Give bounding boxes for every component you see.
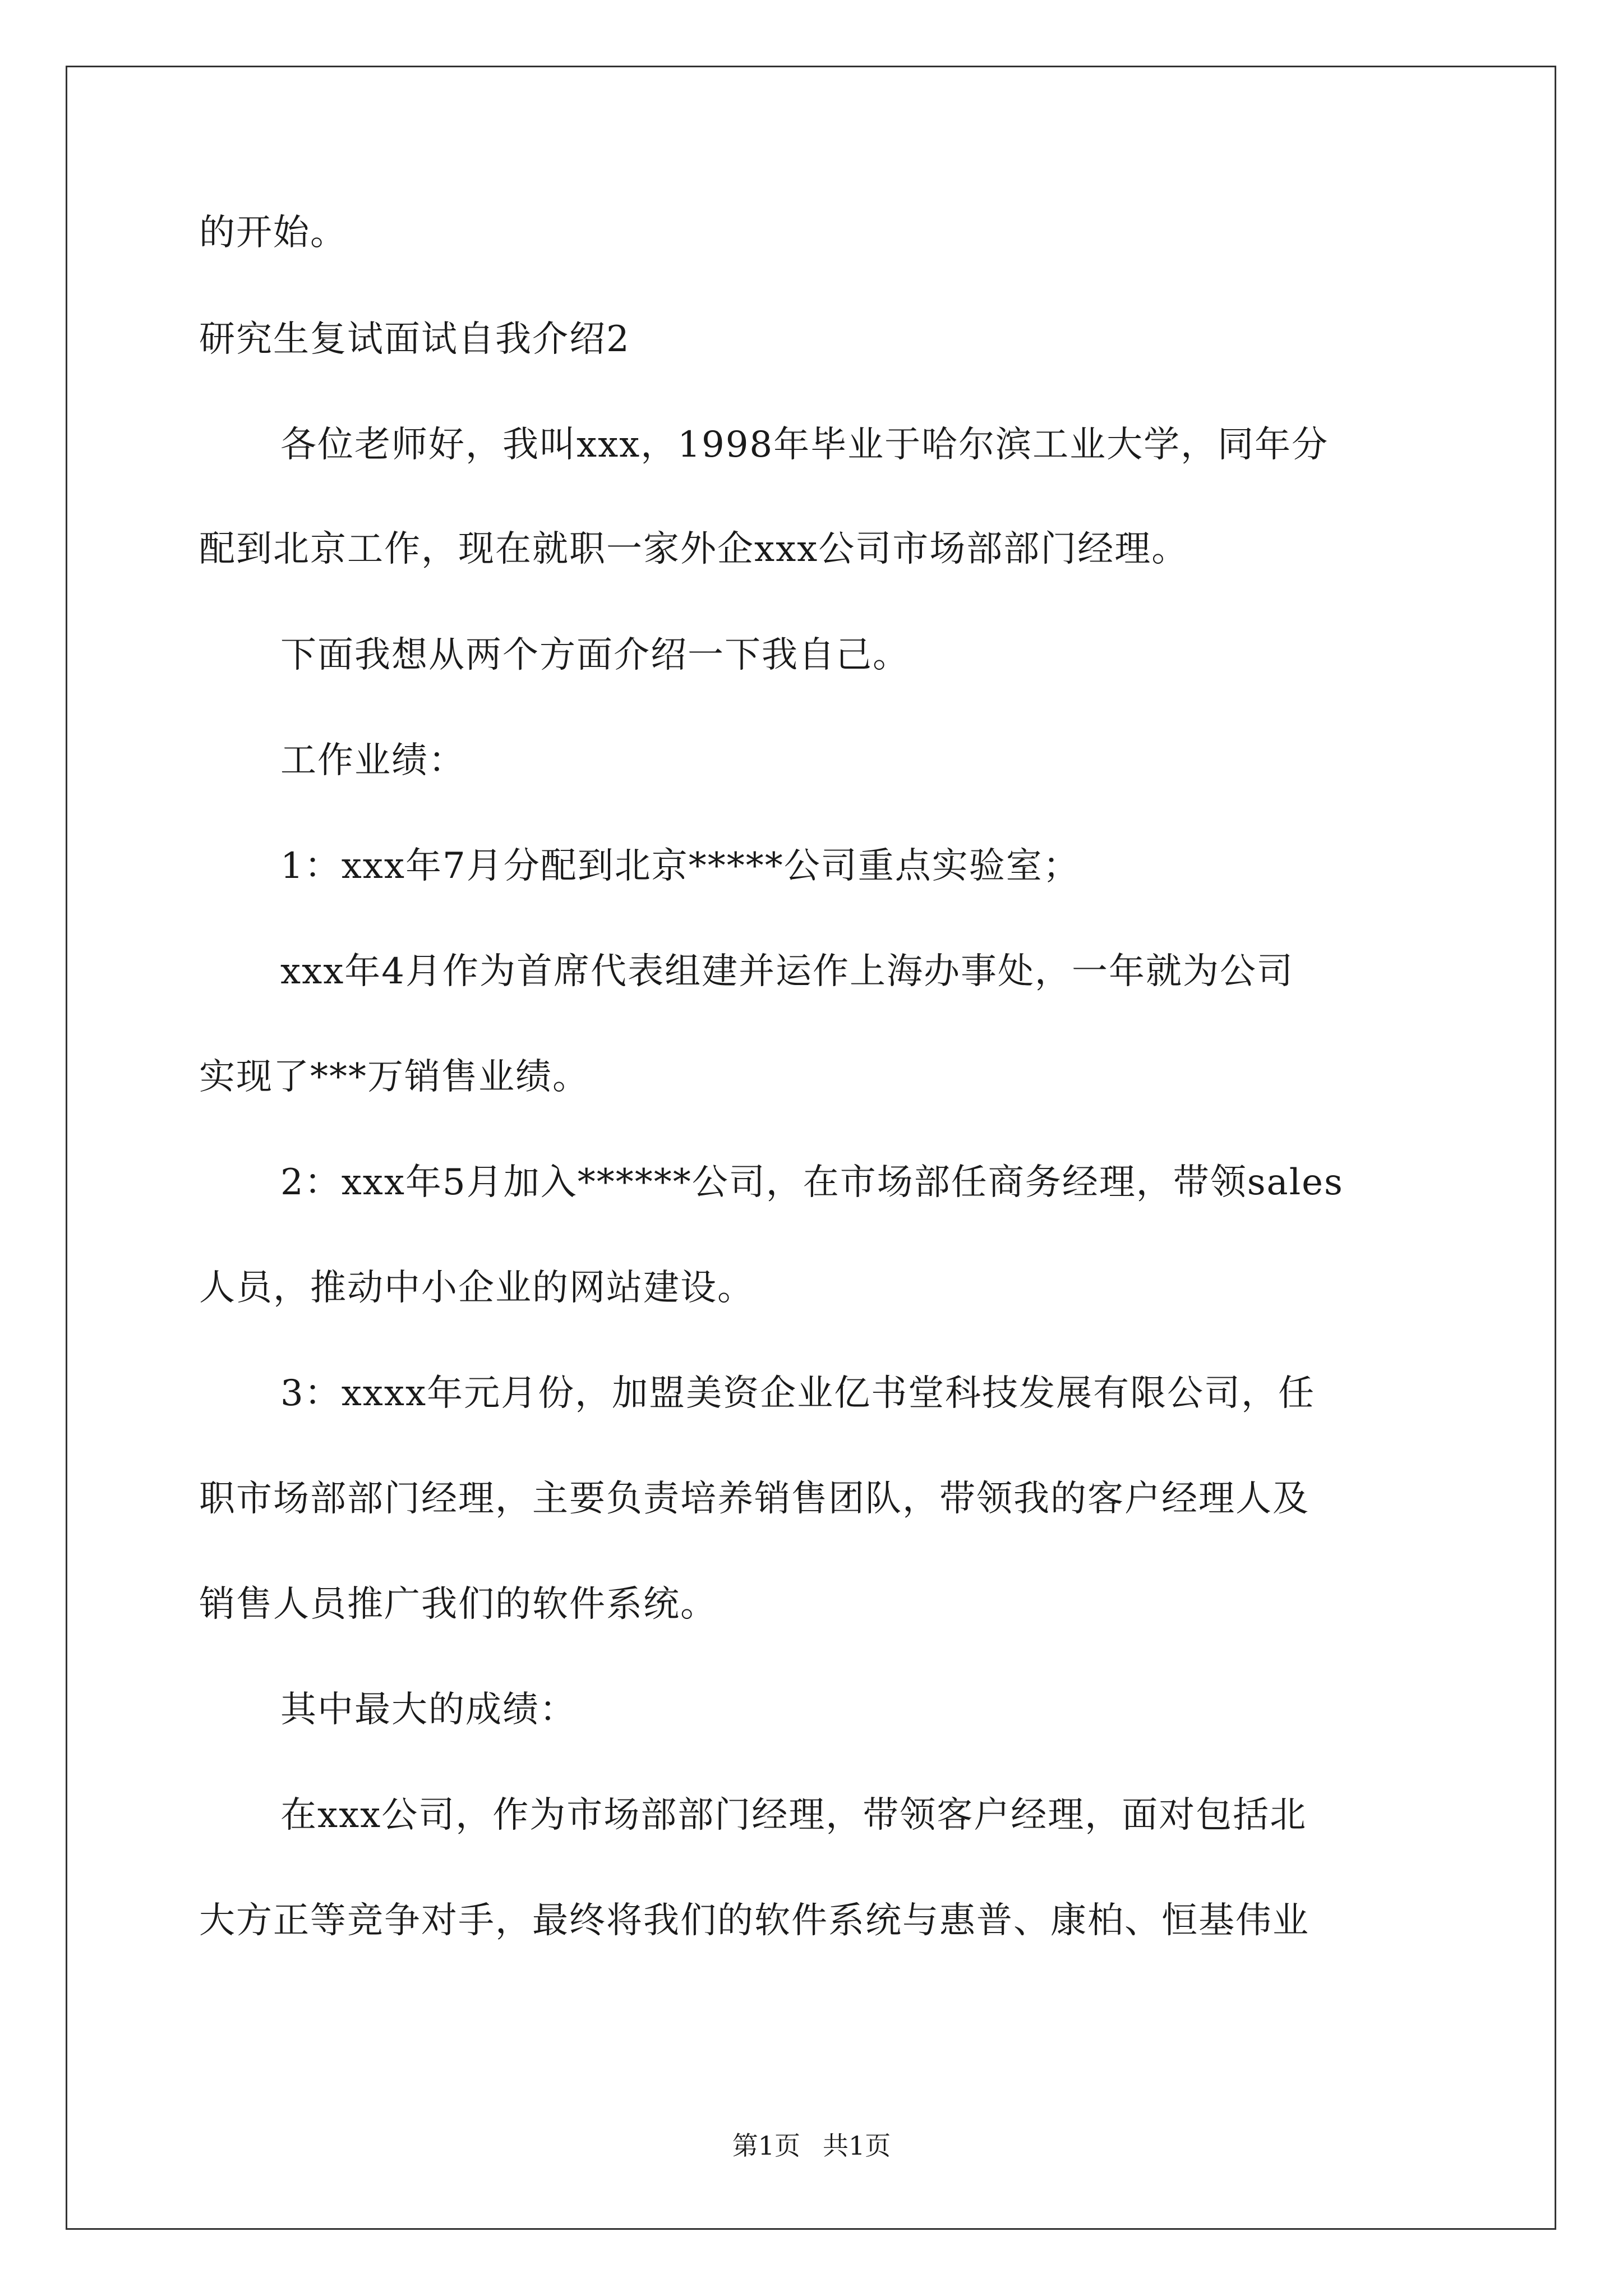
page-footer xyxy=(0,2129,1623,2162)
page-number-total: 共1页 xyxy=(823,2131,891,2161)
body-line: 3：xxxx年元月份，加盟美资企业亿书堂科技发展有限公司，任 xyxy=(280,1373,1316,1414)
body-line: 下面我想从两个方面介绍一下我自己。 xyxy=(280,634,910,676)
body-line: 配到北京工作，现在就职一家外企xxx公司市场部部门经理。 xyxy=(199,528,1189,570)
section-heading: 研究生复试面试自我介绍2 xyxy=(199,319,630,360)
body-line: 销售人员推广我们的软件系统。 xyxy=(199,1584,717,1625)
body-line: 的开始。 xyxy=(199,212,347,254)
body-line: xxx年4月作为首席代表组建并运作上海办事处，一年就为公司 xyxy=(280,951,1294,992)
body-line: 实现了***万销售业绩。 xyxy=(199,1056,589,1098)
body-line: 2：xxx年5月加入******公司，在市场部任商务经理，带领sales xyxy=(280,1162,1344,1203)
body-line: 工作业绩： xyxy=(280,740,465,781)
body-line: 大方正等竞争对手，最终将我们的软件系统与惠普、康柏、恒基伟业 xyxy=(199,1900,1310,1941)
body-line: 职市场部部门经理，主要负责培养销售团队，带领我的客户经理人及 xyxy=(199,1478,1310,1520)
body-line: 其中最大的成绩： xyxy=(280,1689,577,1731)
body-line: 1：xxx年7月分配到北京*****公司重点实验室； xyxy=(280,845,1080,887)
body-line: 人员，推动中小企业的网站建设。 xyxy=(199,1267,754,1309)
body-line: 在xxx公司，作为市场部部门经理，带领客户经理，面对包括北 xyxy=(280,1795,1307,1836)
body-line: 各位老师好，我叫xxx，1998年毕业于哈尔滨工业大学，同年分 xyxy=(280,424,1329,466)
page-number-current: 第1页 xyxy=(732,2131,800,2161)
